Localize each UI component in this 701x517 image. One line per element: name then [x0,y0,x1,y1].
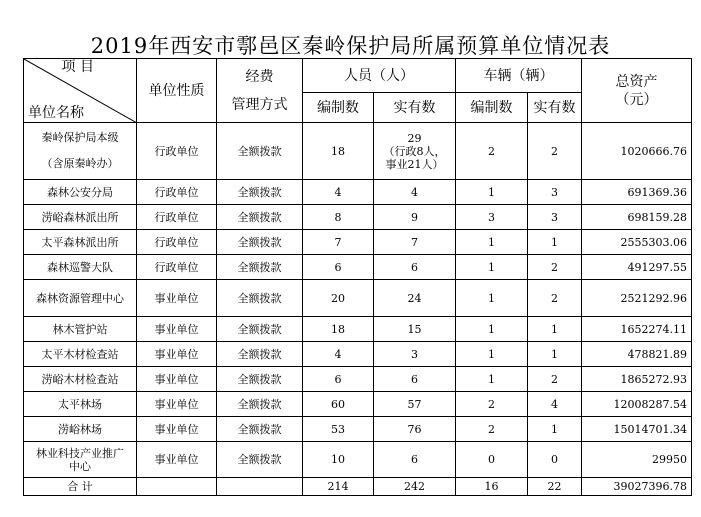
unit-nature: 行政单位 [137,255,217,280]
vehicle-quota: 1 [456,317,528,342]
total-assets: 698159.28 [582,205,692,230]
table-row [24,205,692,230]
unit-nature: 事业单位 [137,417,217,442]
funding-method: 全额拨款 [217,123,303,180]
header-assets-line1: 总资产 [615,73,658,90]
staff-actual: 6 [374,255,456,280]
staff-quota: 7 [303,230,374,255]
table-row [24,255,692,280]
header-vehicle-quota: 编制数 [456,93,528,123]
staff-quota: 53 [303,417,374,442]
staff-actual: 6 [374,442,456,478]
total-assets-sum: 39027396.78 [582,478,692,496]
header-assets-line2: （元） [615,91,658,108]
total-assets: 29950 [582,442,692,478]
unit-name: 森林巡警大队 [24,255,137,280]
staff-actual: 57 [374,392,456,417]
vehicle-actual: 2 [528,367,582,392]
unit-name: 涝峪森林派出所 [24,205,137,230]
budget-units-table [23,58,692,496]
header-vehicles: 车辆（辆） [456,59,582,93]
total-vehicle-quota: 16 [456,478,528,496]
unit-name: 林业科技产业推广 中心 [24,442,137,478]
funding-method: 全额拨款 [217,255,303,280]
vehicle-actual: 1 [528,417,582,442]
funding-method: 全额拨款 [217,205,303,230]
total-assets: 478821.89 [582,342,692,367]
staff-actual: 15 [374,317,456,342]
unit-nature: 事业单位 [137,392,217,417]
unit-name: 林木管护站 [24,317,137,342]
header-total-assets [582,59,692,123]
total-staff-quota: 214 [303,478,374,496]
vehicle-actual: 3 [528,180,582,205]
staff-actual: 9 [374,205,456,230]
table-row [24,442,692,478]
staff-quota: 60 [303,392,374,417]
table-row [24,180,692,205]
total-vehicle-actual: 22 [528,478,582,496]
total-assets: 12008287.54 [582,392,692,417]
vehicle-quota: 1 [456,342,528,367]
funding-method: 全额拨款 [217,280,303,317]
vehicle-actual: 0 [528,442,582,478]
table-row [24,280,692,317]
vehicle-quota: 1 [456,367,528,392]
unit-nature: 事业单位 [137,280,217,317]
staff-actual: 29 （行政8人， 事业21人） [374,123,456,180]
table-row [24,367,692,392]
unit-nature: 行政单位 [137,230,217,255]
header-funding-line2: 管理方式 [231,96,288,113]
header-unit-nature: 单位性质 [137,59,217,123]
unit-name: 森林资源管理中心 [24,280,137,317]
funding-method: 全额拨款 [217,367,303,392]
vehicle-quota: 1 [456,255,528,280]
funding-method: 全额拨款 [217,342,303,367]
table-row [24,417,692,442]
staff-quota: 10 [303,442,374,478]
funding-method: 全额拨款 [217,180,303,205]
vehicle-quota: 3 [456,205,528,230]
total-nature-empty [137,478,217,496]
total-row [24,478,692,496]
unit-name: 太平木材检查站 [24,342,137,367]
vehicle-actual: 3 [528,205,582,230]
unit-nature: 行政单位 [137,123,217,180]
funding-method: 全额拨款 [217,230,303,255]
table-row [24,317,692,342]
unit-name: 涝峪木材检查站 [24,367,137,392]
header-unit-name: 单位名称 [28,105,84,121]
vehicle-actual: 1 [528,342,582,367]
staff-actual: 3 [374,342,456,367]
unit-nature: 事业单位 [137,317,217,342]
header-funding-method [217,59,303,123]
funding-method: 全额拨款 [217,392,303,417]
diagonal-header-cell [24,59,137,123]
header-funding-line1: 经费 [245,68,274,85]
total-staff-actual: 242 [374,478,456,496]
staff-actual: 7 [374,230,456,255]
funding-method: 全额拨款 [217,442,303,478]
staff-quota: 4 [303,180,374,205]
vehicle-actual: 1 [528,230,582,255]
unit-name: 太平森林派出所 [24,230,137,255]
staff-actual: 76 [374,417,456,442]
vehicle-actual: 4 [528,392,582,417]
header-vehicle-actual: 实有数 [528,93,582,123]
staff-quota: 18 [303,123,374,180]
total-funding-empty [217,478,303,496]
unit-name: 涝峪林场 [24,417,137,442]
total-label: 合 计 [24,478,137,496]
vehicle-quota: 1 [456,180,528,205]
total-assets: 1865272.93 [582,367,692,392]
funding-method: 全额拨款 [217,417,303,442]
vehicle-actual: 1 [528,317,582,342]
vehicle-actual: 2 [528,255,582,280]
staff-actual: 24 [374,280,456,317]
vehicle-actual: 2 [528,123,582,180]
header-staff-actual: 实有数 [374,93,456,123]
staff-quota: 6 [303,255,374,280]
unit-nature: 行政单位 [137,180,217,205]
staff-quota: 4 [303,342,374,367]
total-assets: 1020666.76 [582,123,692,180]
vehicle-quota: 0 [456,442,528,478]
staff-quota: 20 [303,280,374,317]
header-staff-quota: 编制数 [303,93,374,123]
unit-nature: 事业单位 [137,367,217,392]
table-row [24,123,692,180]
vehicle-quota: 1 [456,230,528,255]
vehicle-quota: 1 [456,280,528,317]
unit-name: 森林公安分局 [24,180,137,205]
total-assets: 2555303.06 [582,230,692,255]
funding-method: 全额拨款 [217,317,303,342]
staff-quota: 6 [303,367,374,392]
unit-nature: 事业单位 [137,442,217,478]
total-assets: 691369.36 [582,180,692,205]
vehicle-quota: 2 [456,123,528,180]
total-assets: 15014701.34 [582,417,692,442]
staff-actual: 6 [374,367,456,392]
staff-quota: 8 [303,205,374,230]
header-staff: 人员（人） [303,59,456,93]
staff-quota: 18 [303,317,374,342]
vehicle-actual: 2 [528,280,582,317]
unit-nature: 行政单位 [137,205,217,230]
unit-nature: 事业单位 [137,342,217,367]
table-title: 2019年西安市鄠邑区秦岭保护局所属预算单位情况表 [90,34,611,58]
vehicle-quota: 2 [456,392,528,417]
total-assets: 491297.55 [582,255,692,280]
staff-actual: 4 [374,180,456,205]
total-assets: 2521292.96 [582,280,692,317]
total-assets: 1652274.11 [582,317,692,342]
vehicle-quota: 2 [456,417,528,442]
header-item: 项 目 [61,59,94,75]
table-row [24,342,692,367]
unit-name: 太平林场 [24,392,137,417]
table-row [24,230,692,255]
unit-name: 秦岭保护局本级 （含原秦岭办） [24,123,137,180]
table-row [24,392,692,417]
